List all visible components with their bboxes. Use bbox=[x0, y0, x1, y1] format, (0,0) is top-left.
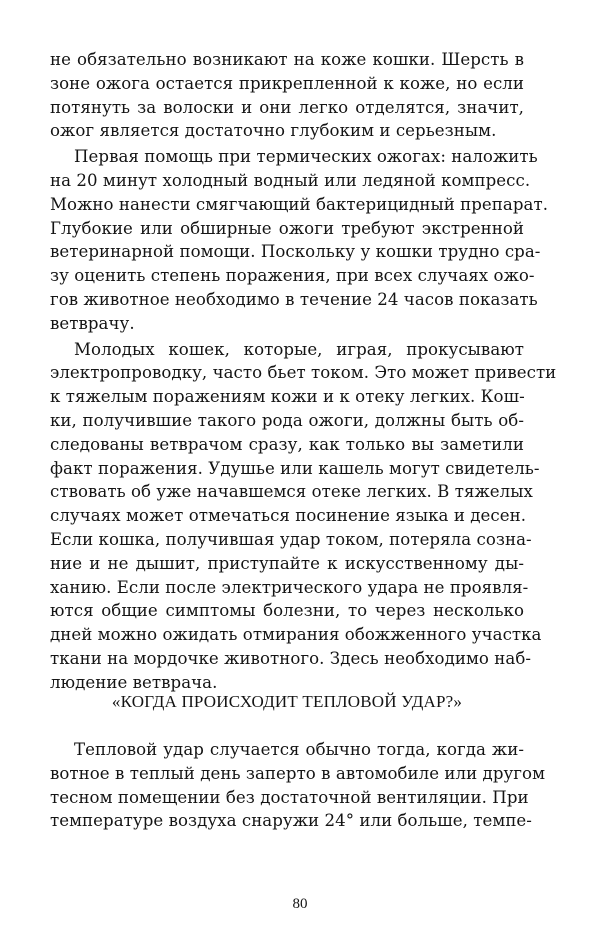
text-line: следованы ветврачом сразу, как только вы заметили bbox=[50, 434, 524, 454]
text-line: Глубокие или обширные ожоги требуют экстренной bbox=[50, 218, 524, 238]
text-line: Можно нанести смягчающий бактерицидный препарат. bbox=[50, 194, 549, 214]
section-body bbox=[50, 738, 546, 833]
text-line: ветврачу. bbox=[50, 313, 135, 333]
text-line: ствовать об уже начавшемся отеке легких. В тяжелых bbox=[50, 482, 533, 502]
paragraph-2 bbox=[50, 145, 549, 335]
text-line: электропроводку, часто бьет током. Это может привести bbox=[50, 363, 557, 383]
text-line: дней можно ожидать отмирания обожженного участка bbox=[50, 625, 542, 645]
paragraph-1 bbox=[50, 48, 524, 143]
text-line: зоне ожога остается прикрепленной к коже, но если bbox=[50, 73, 524, 93]
text-line: Если кошка, получившая удар током, потеряла созна- bbox=[50, 529, 532, 549]
text-line: ткани на мордочке животного. Здесь необходимо наб- bbox=[50, 648, 532, 668]
text-line: зу оценить степень поражения, при всех случаях ожо- bbox=[50, 266, 535, 286]
text-line: людение ветврача. bbox=[50, 672, 218, 692]
text-line: Первая помощь при термических ожогах: наложить bbox=[74, 147, 538, 167]
text-line: Тепловой удар случается обычно тогда, когда жи- bbox=[74, 740, 524, 759]
page-body bbox=[50, 48, 557, 695]
text-line: потянуть за волоски и они легко отделятся, значит, bbox=[50, 97, 524, 117]
page-number: 80 bbox=[292, 896, 308, 912]
section-heading: «КОГДА ПРОИСХОДИТ ТЕПЛОВОЙ УДАР?» bbox=[111, 692, 463, 711]
paragraph-4 bbox=[50, 738, 546, 833]
text-line: ние и не дышит, приступайте к искусственному ды- bbox=[50, 553, 524, 573]
text-line: ожог является достаточно глубоким и серьезным. bbox=[50, 121, 497, 141]
text-line: на 20 минут холодный водный или ледяной компресс. bbox=[50, 170, 531, 190]
text-line: к тяжелым поражениям кожи и к отеку легких. Кош- bbox=[50, 387, 525, 407]
text-line: ки, получившие такого рода ожоги, должны быть об- bbox=[50, 410, 524, 430]
text-line: не обязательно возникают на коже кошки. Шерсть в bbox=[50, 50, 524, 69]
text-line: случаях может отмечаться посинение языка и десен. bbox=[50, 506, 527, 526]
paragraph-3 bbox=[50, 338, 557, 695]
text-line: гов животное необходимо в течение 24 часов показать bbox=[50, 289, 538, 309]
text-line: факт поражения. Удушье или кашель могут свидетель- bbox=[50, 458, 540, 478]
text-line: ветеринарной помощи. Поскольку у кошки трудно сра- bbox=[50, 242, 541, 262]
text-line: ются общие симптомы болезни, то через несколько bbox=[50, 601, 524, 621]
text-line: температуре воздуха снаружи 24° или больше, темпе- bbox=[50, 811, 532, 831]
text-line: вотное в теплый день заперто в автомобиле или другом bbox=[50, 763, 546, 783]
text-line: Молодых кошек, которые, играя, прокусывают bbox=[74, 339, 524, 359]
text-line: тесном помещении без достаточной вентиляции. При bbox=[50, 787, 529, 807]
text-line: ханию. Если после электрического удара не проявля- bbox=[50, 577, 529, 597]
